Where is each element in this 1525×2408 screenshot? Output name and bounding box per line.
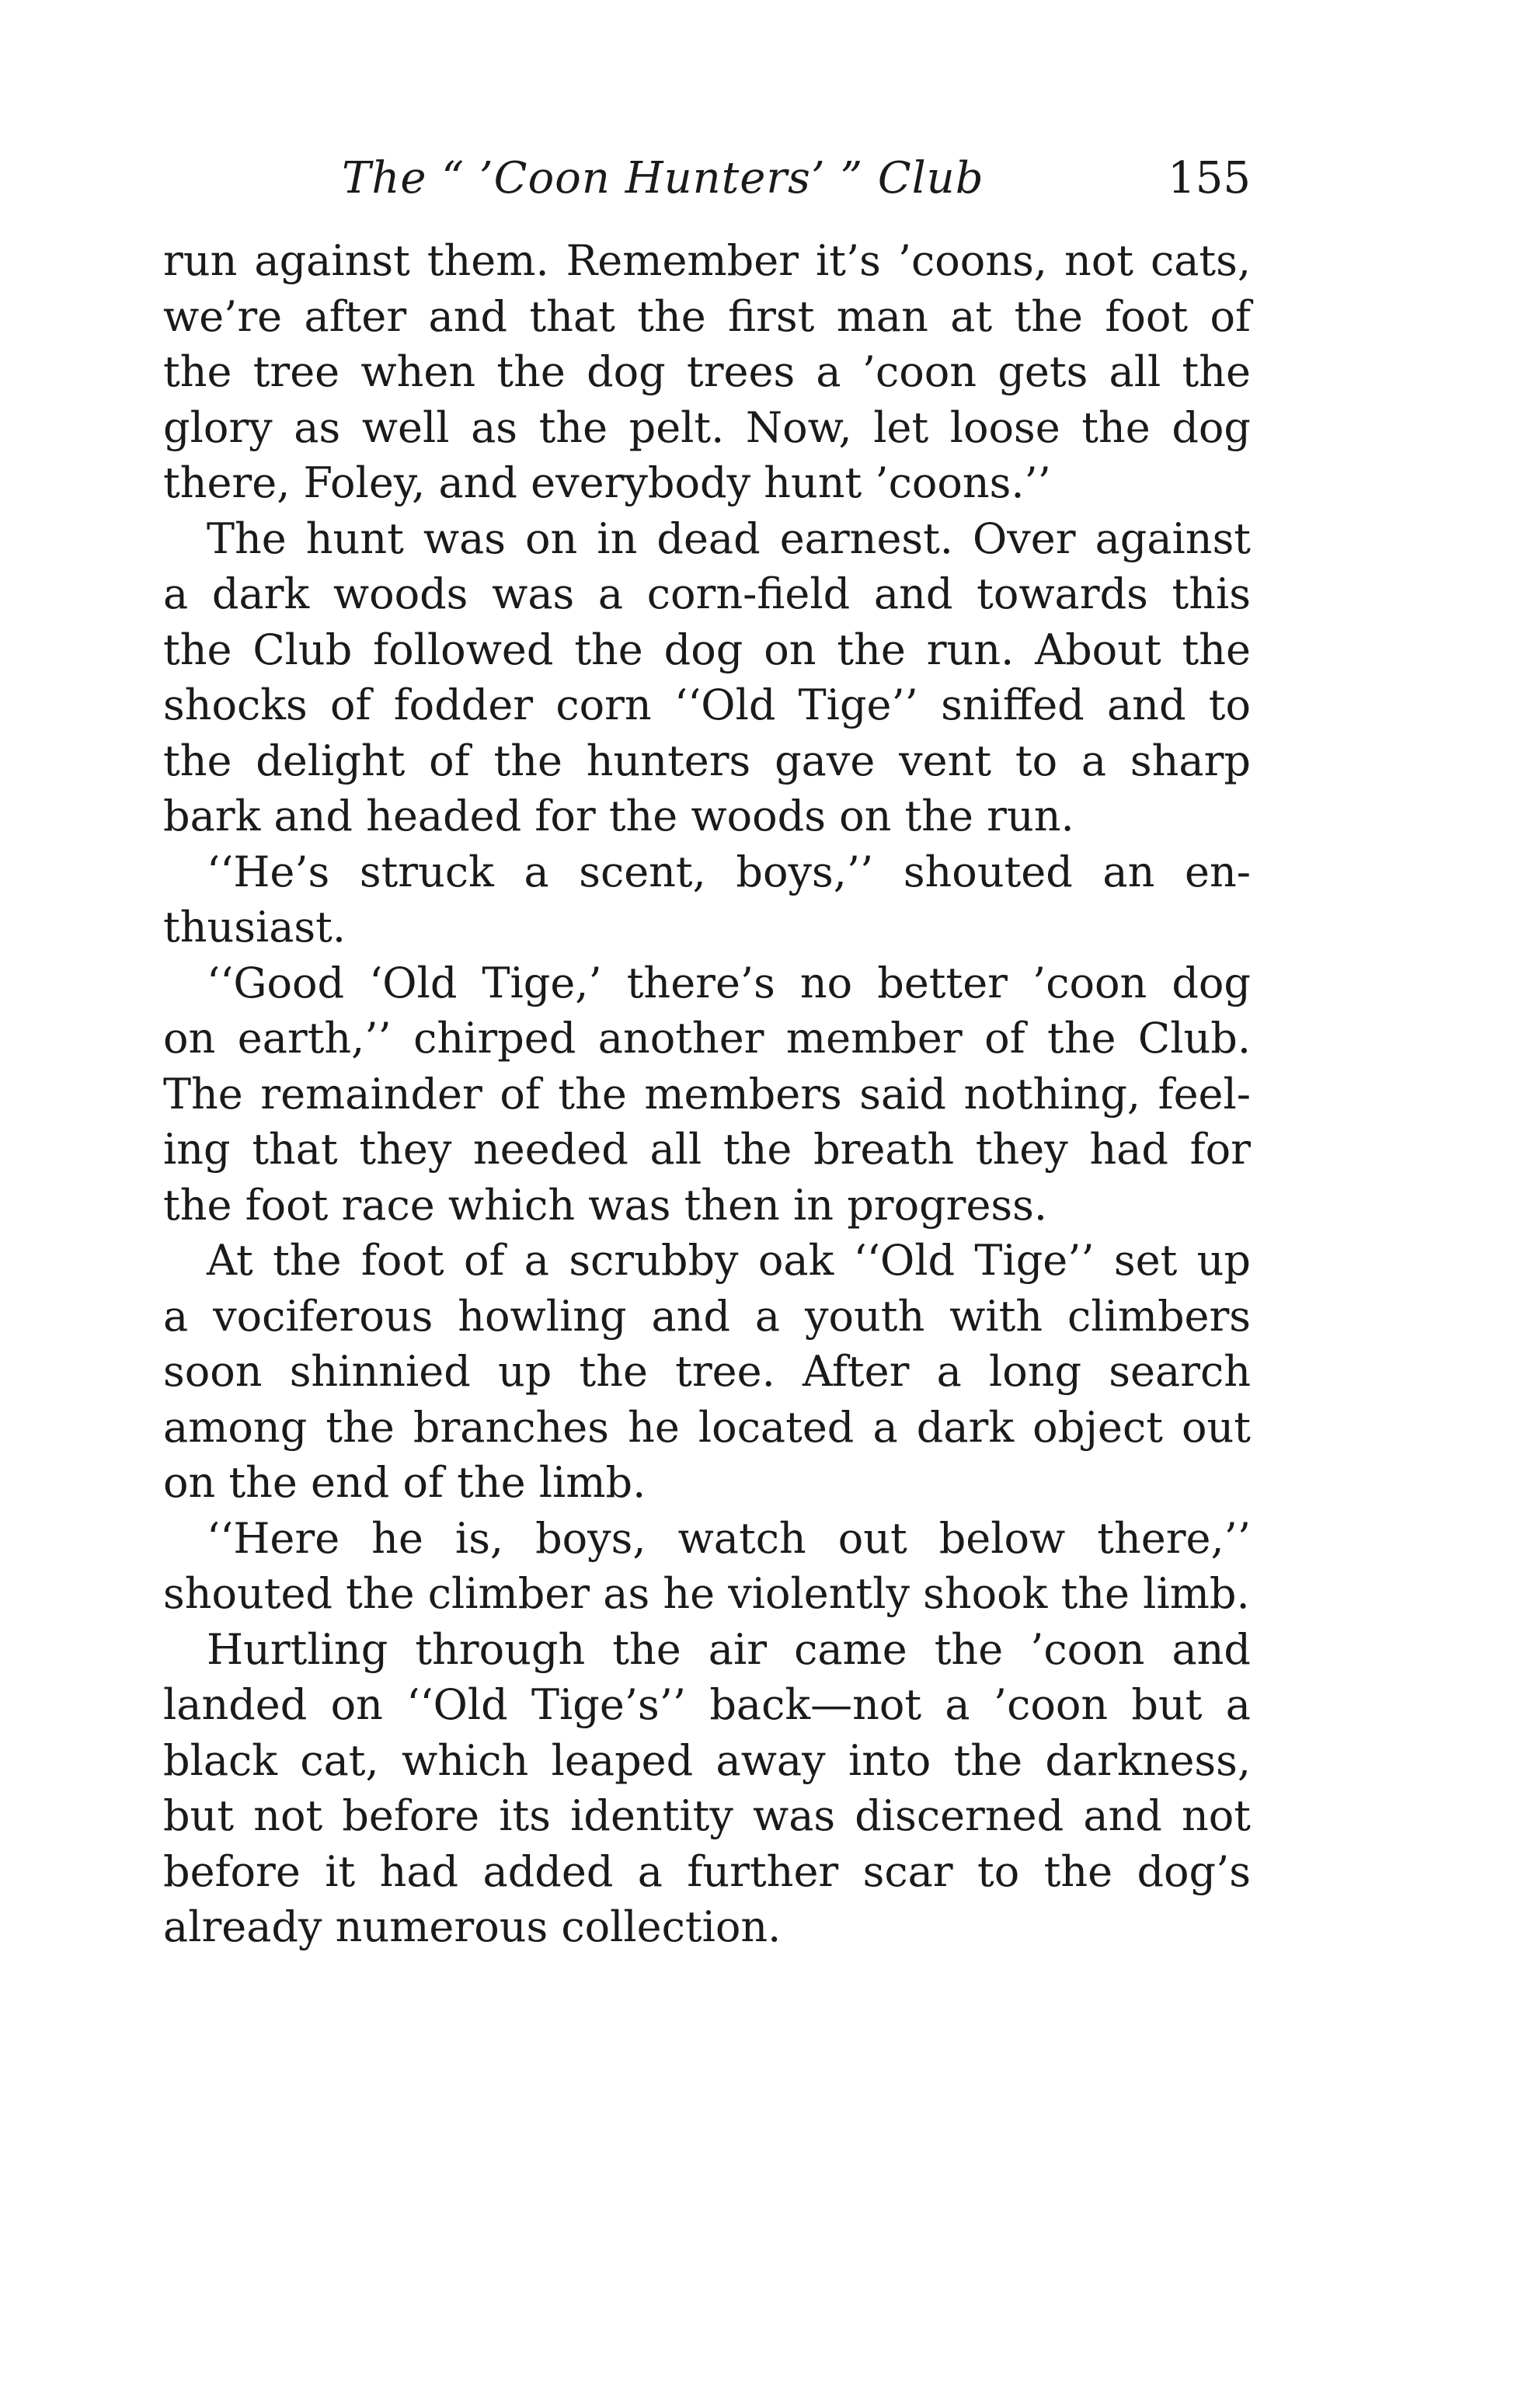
running-title: The “ ’Coon Hunters’ ” Club	[342, 153, 984, 204]
paragraph	[163, 233, 1251, 511]
text-line: but not before its identity was discerned and not	[163, 1791, 1251, 1840]
text-line: ‘‘Here he is, boys, watch out below there,’’	[207, 1513, 1251, 1563]
text-line: there, Foley, and everybody hunt ’coons.’’	[163, 458, 1051, 507]
paragraph	[163, 1233, 1251, 1511]
running-head	[163, 148, 1251, 210]
paragraph	[163, 1511, 1251, 1622]
paragraph	[163, 844, 1251, 955]
text-line: on earth,’’ chirped another member of the Club.	[163, 1014, 1251, 1063]
text-line: soon shinnied up the tree. After a long search	[163, 1347, 1251, 1396]
text-line: shouted the climber as he violently shook the limb.	[163, 1569, 1250, 1618]
text-line: the Club followed the dog on the run. About the	[163, 625, 1251, 674]
text-line: At the foot of a scrubby oak ‘‘Old Tige’’ set up	[207, 1236, 1251, 1285]
text-line: ‘‘Good ‘Old Tige,’ there’s no better ’coon dog	[207, 958, 1251, 1007]
text-line: ing that they needed all the breath they had for	[163, 1125, 1251, 1174]
text-line: before it had added a further scar to the dog’s	[163, 1846, 1251, 1896]
text-line: The remainder of the members said nothing, feel-	[163, 1069, 1251, 1119]
text-line: thusiast.	[163, 903, 346, 952]
text-line: Hurtling through the air came the ’coon and	[207, 1624, 1251, 1674]
text-line: a vociferous howling and a youth with climbers	[163, 1291, 1251, 1341]
text-line: shocks of fodder corn ‘‘Old Tige’’ sniffed and to	[163, 680, 1251, 729]
text-line: a dark woods was a corn-field and towards this	[163, 569, 1251, 618]
text-line: black cat, which leaped away into the darkness,	[163, 1735, 1251, 1785]
paragraph	[163, 1622, 1251, 1955]
text-line: glory as well as the pelt. Now, let loose the dog	[163, 402, 1251, 452]
text-line: on the end of the limb.	[163, 1458, 646, 1507]
body-text	[163, 233, 1251, 1955]
text-line: among the branches he located a dark object out	[163, 1402, 1251, 1452]
paragraph	[163, 511, 1251, 844]
text-line: bark and headed for the woods on the run.	[163, 792, 1074, 840]
text-line: ‘‘He’s struck a scent, boys,’’ shouted an en-	[207, 847, 1251, 896]
text-line: landed on ‘‘Old Tige’s’’ back—not a ’coon but a	[163, 1680, 1251, 1729]
paragraph	[163, 955, 1251, 1234]
text-line: already numerous collection.	[163, 1902, 782, 1951]
text-line: we’re after and that the first man at the foot of	[163, 291, 1251, 341]
text-line: the tree when the dog trees a ’coon gets all the	[163, 347, 1251, 396]
text-line: The hunt was on in dead earnest. Over against	[207, 513, 1251, 563]
text-line: run against them. Remember it’s ’coons, not cats,	[163, 236, 1251, 285]
text-line: the foot race which was then in progress.	[163, 1180, 1048, 1230]
text-line: the delight of the hunters gave vent to a sharp	[163, 736, 1251, 785]
page-number: 155	[1168, 153, 1251, 204]
